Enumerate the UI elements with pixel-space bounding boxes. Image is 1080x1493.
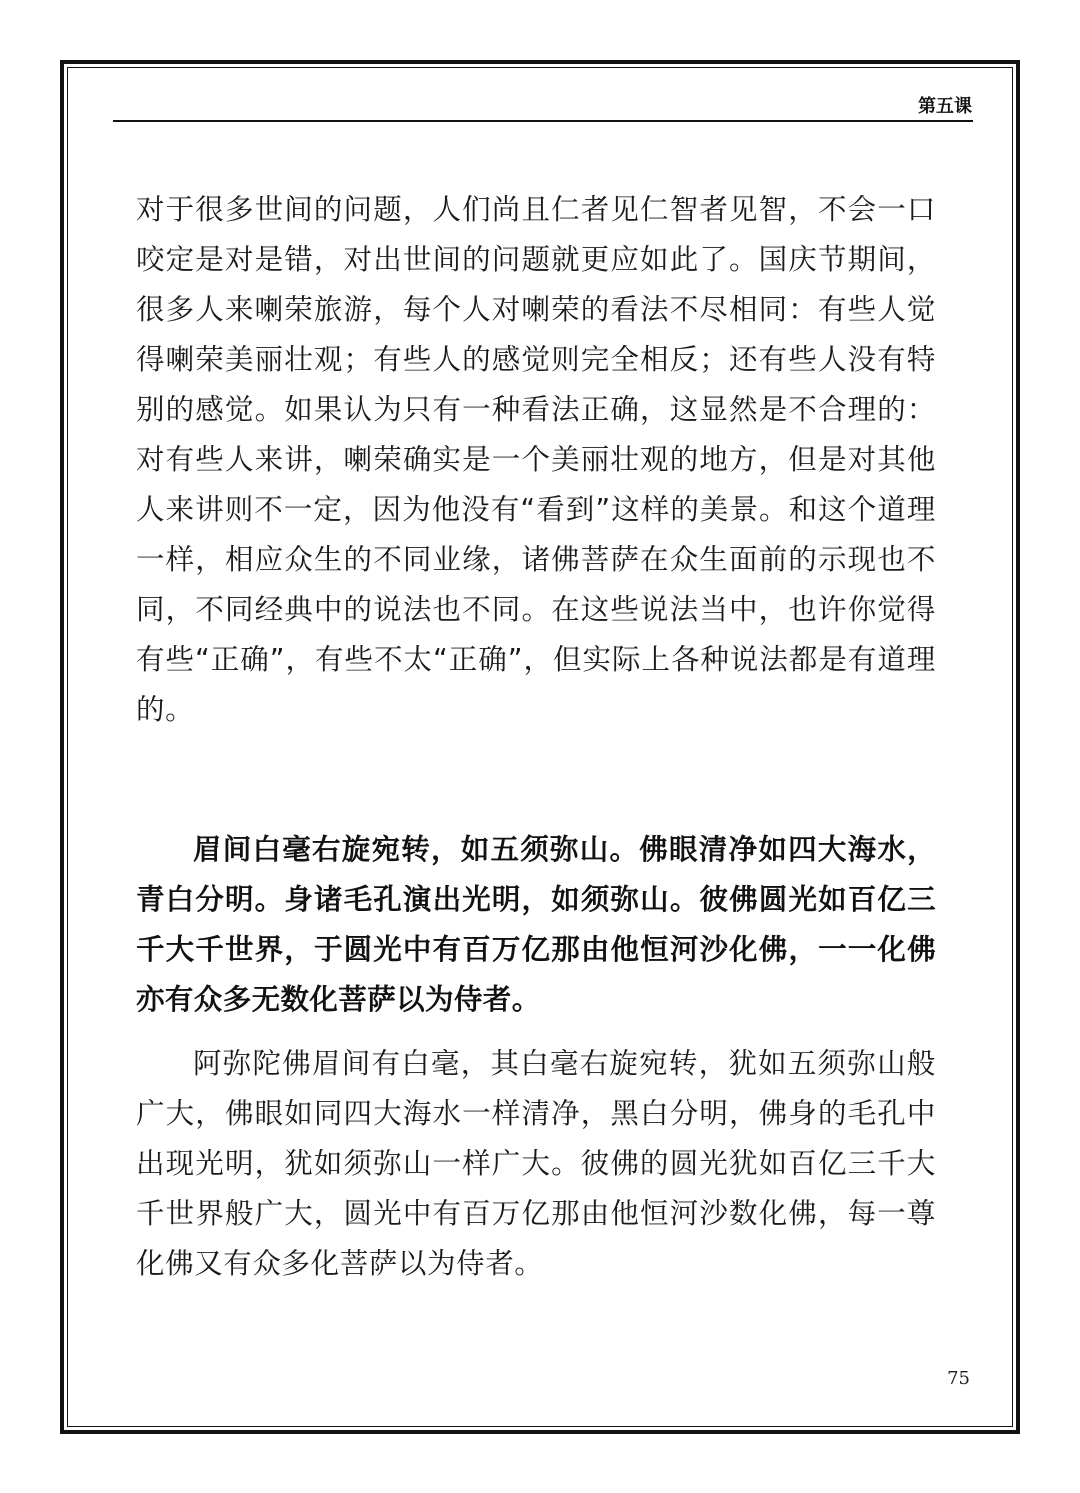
intro-paragraph: 对于很多世间的问题，人们尚且仁者见仁智者见智，不会一口咬定是对是错，对出世间的问题就更应如此了。国庆节期间，很多人来喇荣旅游，每个人对喇荣的看法不尽相同：有些人觉得喇荣美丽壮观；有些人的感觉则完全相反；还有些人没有特别的感觉。如果认为只有一种看法正确，这显然是不合理的：对有些人来讲，喇荣确实是一个美丽壮观的地方，但是对其他人来讲则不一定，因为他没有“看到”这样的美景。和这个道理一样，相应众生的不同业缘，诸佛菩萨在众生面前的示现也不同，不同经典中的说法也不同。在这些说法当中，也许你觉得有些“正确”，有些不太“正确”，但实际上各种说法都是有道理的。 [136, 193, 936, 726]
page-content [136, 185, 936, 1289]
lesson-header: 第五课 [918, 96, 972, 117]
header-rule [113, 120, 973, 122]
page-number: 75 [947, 1368, 970, 1389]
commentary-paragraph: 阿弥陀佛眉间有白毫，其白毫右旋宛转，犹如五须弥山般广大，佛眼如同四大海水一样清净，黑白分明，佛身的毛孔中出现光明，犹如须弥山一样广大。彼佛的圆光犹如百亿三千大千世界般广大，圆光中有百万亿那由他恒河沙数化佛，每一尊化佛又有众多化菩萨以为侍者。 [136, 1047, 936, 1280]
sutra-quote: 眉间白毫右旋宛转，如五须弥山。佛眼清净如四大海水，青白分明。身诸毛孔演出光明，如须弥山。彼佛圆光如百亿三千大千世界，于圆光中有百万亿那由他恒河沙化佛，一一化佛亦有众多无数化菩萨以为侍者。 [136, 833, 936, 1016]
